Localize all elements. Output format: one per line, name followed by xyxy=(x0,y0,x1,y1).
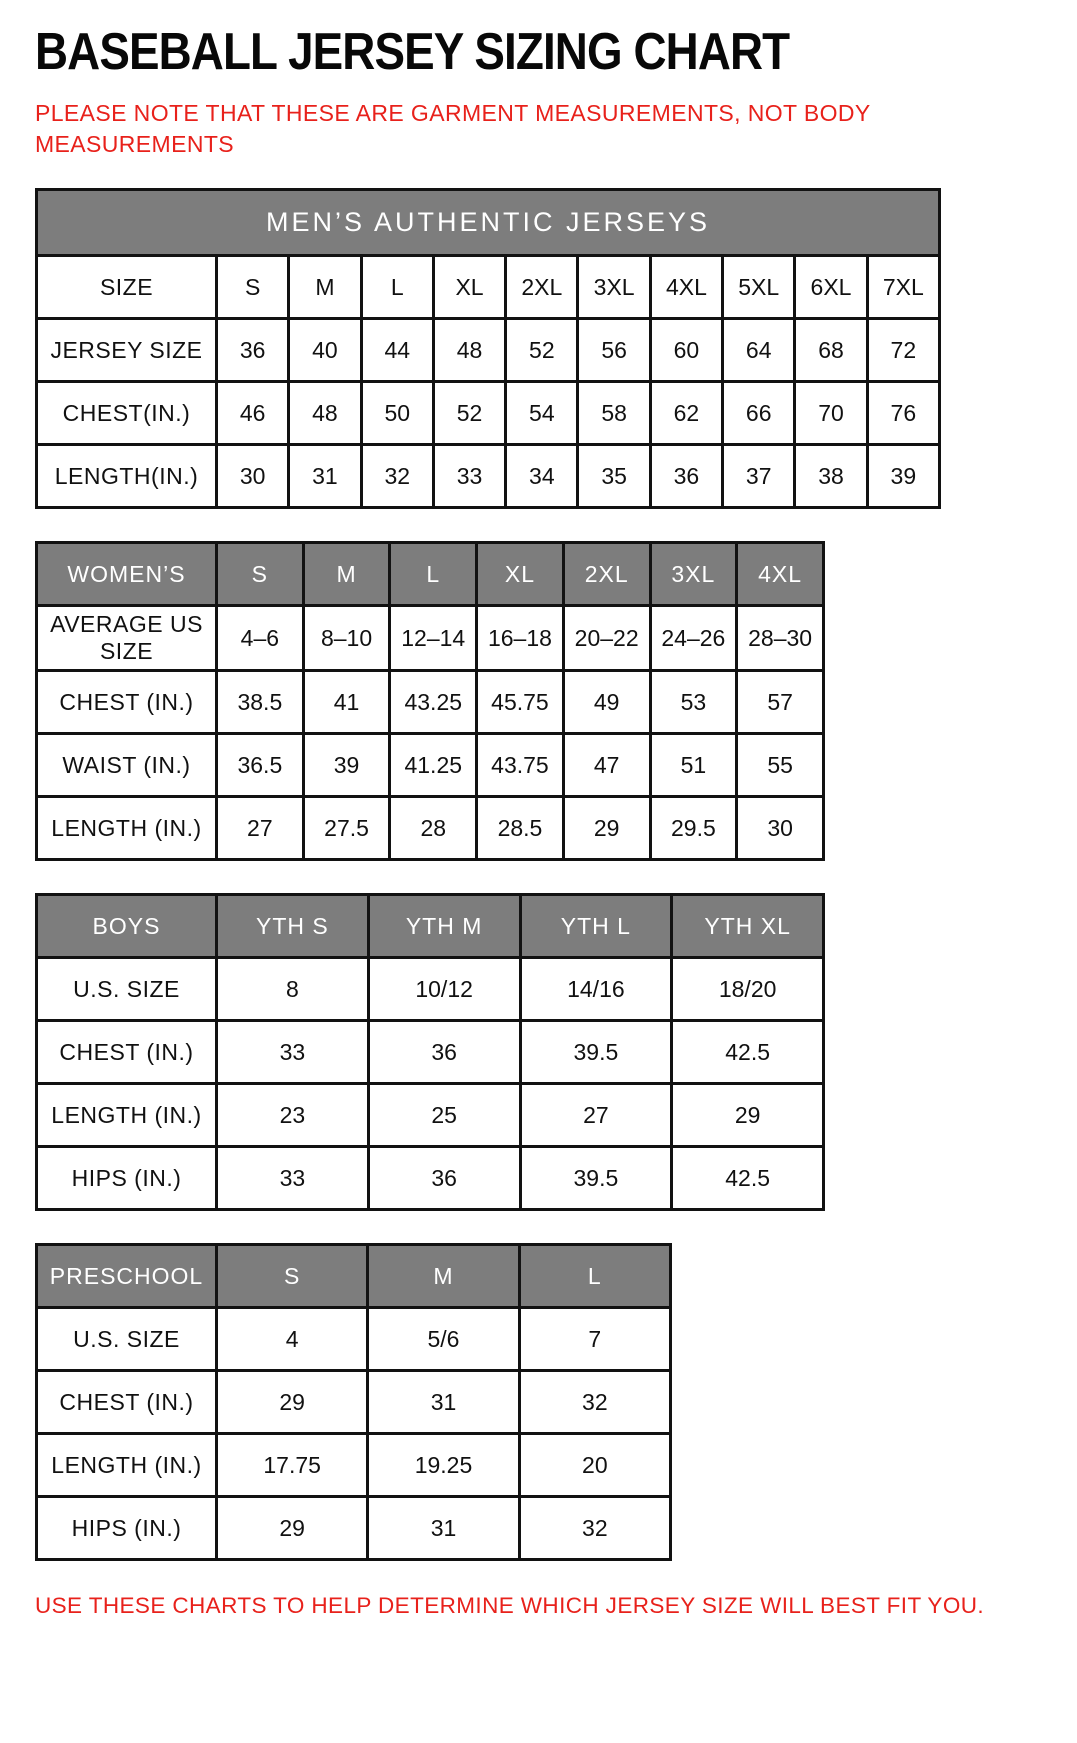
table-cell: 70 xyxy=(795,382,867,445)
size-column-header: 4XL xyxy=(737,543,824,606)
table-cell: 42.5 xyxy=(672,1147,824,1210)
table-cell: 20–22 xyxy=(563,606,650,671)
table-cell: 32 xyxy=(519,1497,670,1560)
table-cell: 76 xyxy=(867,382,939,445)
row-label: HIPS (IN.) xyxy=(37,1497,217,1560)
page-title: BASEBALL JERSEY SIZING CHART xyxy=(35,23,790,81)
table-cell: 36.5 xyxy=(217,734,304,797)
table-row xyxy=(37,606,824,671)
table-cell: 54 xyxy=(506,382,578,445)
row-label: CHEST (IN.) xyxy=(37,1021,217,1084)
row-label: LENGTH (IN.) xyxy=(37,1084,217,1147)
table-cell: 52 xyxy=(433,382,505,445)
size-column-header: L xyxy=(519,1245,670,1308)
table-cell: 5/6 xyxy=(368,1308,519,1371)
table-row xyxy=(37,1021,824,1084)
table-cell: 4–6 xyxy=(217,606,304,671)
table-cell: 38 xyxy=(795,445,867,508)
boys-header-label: BOYS xyxy=(37,895,217,958)
table-row xyxy=(37,1371,671,1434)
table-cell: 35 xyxy=(578,445,650,508)
table-cell: 20 xyxy=(519,1434,670,1497)
table-cell: 4 xyxy=(217,1308,368,1371)
table-cell: 62 xyxy=(650,382,722,445)
table-cell: 40 xyxy=(289,319,361,382)
table-cell: 49 xyxy=(563,671,650,734)
fit-note: USE THESE CHARTS TO HELP DETERMINE WHICH JERSEY SIZE WILL BEST FIT YOU. xyxy=(35,1593,985,1619)
table-cell: 33 xyxy=(217,1147,369,1210)
table-cell: 28–30 xyxy=(737,606,824,671)
table-cell: 68 xyxy=(795,319,867,382)
table-cell: 30 xyxy=(737,797,824,860)
size-column-header: XL xyxy=(477,543,564,606)
row-label: SIZE xyxy=(37,256,217,319)
row-label: U.S. SIZE xyxy=(37,1308,217,1371)
table-cell: 31 xyxy=(368,1497,519,1560)
table-cell: L xyxy=(361,256,433,319)
table-cell: 30 xyxy=(217,445,289,508)
size-column-header: S xyxy=(217,543,304,606)
table-cell: 36 xyxy=(368,1021,520,1084)
table-cell: 23 xyxy=(217,1084,369,1147)
table-cell: 36 xyxy=(217,319,289,382)
preschool-header-row xyxy=(37,1245,671,1308)
table-cell: 25 xyxy=(368,1084,520,1147)
table-cell: 57 xyxy=(737,671,824,734)
table-cell: 19.25 xyxy=(368,1434,519,1497)
womens-header-label: WOMEN’S xyxy=(37,543,217,606)
womens-sizing-table xyxy=(35,541,825,861)
row-label: WAIST (IN.) xyxy=(37,734,217,797)
table-cell: 16–18 xyxy=(477,606,564,671)
table-cell: 51 xyxy=(650,734,737,797)
mens-table-title: MEN’S AUTHENTIC JERSEYS xyxy=(37,190,940,256)
table-cell: 34 xyxy=(506,445,578,508)
table-cell: 33 xyxy=(217,1021,369,1084)
table-cell: 46 xyxy=(217,382,289,445)
table-cell: 8–10 xyxy=(303,606,390,671)
table-cell: 37 xyxy=(723,445,795,508)
table-cell: 44 xyxy=(361,319,433,382)
boys-sizing-table xyxy=(35,893,825,1211)
table-row xyxy=(37,256,940,319)
size-column-header: S xyxy=(217,1245,368,1308)
table-cell: 39 xyxy=(303,734,390,797)
table-row xyxy=(37,958,824,1021)
table-row xyxy=(37,671,824,734)
table-cell: 39.5 xyxy=(520,1147,672,1210)
table-cell: 7 xyxy=(519,1308,670,1371)
table-cell: 64 xyxy=(723,319,795,382)
row-label: U.S. SIZE xyxy=(37,958,217,1021)
table-cell: 10/12 xyxy=(368,958,520,1021)
table-cell: 5XL xyxy=(723,256,795,319)
table-cell: 8 xyxy=(217,958,369,1021)
mens-sizing-table xyxy=(35,188,941,509)
table-cell: 48 xyxy=(433,319,505,382)
table-row xyxy=(37,382,940,445)
row-label: HIPS (IN.) xyxy=(37,1147,217,1210)
table-row xyxy=(37,734,824,797)
size-column-header: YTH M xyxy=(368,895,520,958)
table-cell: 38.5 xyxy=(217,671,304,734)
size-column-header: 3XL xyxy=(650,543,737,606)
table-cell: 24–26 xyxy=(650,606,737,671)
table-cell: 58 xyxy=(578,382,650,445)
size-column-header: M xyxy=(368,1245,519,1308)
table-cell: 42.5 xyxy=(672,1021,824,1084)
womens-header-row xyxy=(37,543,824,606)
table-cell: 17.75 xyxy=(217,1434,368,1497)
table-cell: 14/16 xyxy=(520,958,672,1021)
table-cell: 39.5 xyxy=(520,1021,672,1084)
table-cell: 29 xyxy=(217,1497,368,1560)
table-cell: 4XL xyxy=(650,256,722,319)
table-row xyxy=(37,797,824,860)
table-cell: 31 xyxy=(289,445,361,508)
row-label: CHEST (IN.) xyxy=(37,1371,217,1434)
table-cell: 29 xyxy=(563,797,650,860)
table-cell: 50 xyxy=(361,382,433,445)
row-label: CHEST(IN.) xyxy=(37,382,217,445)
table-cell: 31 xyxy=(368,1371,519,1434)
table-cell: 12–14 xyxy=(390,606,477,671)
row-label: AVERAGE US SIZE xyxy=(37,606,217,671)
table-row xyxy=(37,1434,671,1497)
table-cell: 45.75 xyxy=(477,671,564,734)
table-cell: 53 xyxy=(650,671,737,734)
table-cell: 60 xyxy=(650,319,722,382)
preschool-header-label: PRESCHOOL xyxy=(37,1245,217,1308)
table-cell: 47 xyxy=(563,734,650,797)
row-label: JERSEY SIZE xyxy=(37,319,217,382)
preschool-sizing-table xyxy=(35,1243,672,1561)
table-cell: 28.5 xyxy=(477,797,564,860)
measurement-note: PLEASE NOTE THAT THESE ARE GARMENT MEASUREMENTS, NOT BODY MEASUREMENTS xyxy=(35,100,871,158)
table-cell: XL xyxy=(433,256,505,319)
table-row xyxy=(37,319,940,382)
table-cell: 29 xyxy=(217,1371,368,1434)
table-cell: 66 xyxy=(723,382,795,445)
table-cell: 33 xyxy=(433,445,505,508)
size-column-header: YTH XL xyxy=(672,895,824,958)
table-cell: 41.25 xyxy=(390,734,477,797)
table-cell: 43.75 xyxy=(477,734,564,797)
size-column-header: L xyxy=(390,543,477,606)
table-cell: 41 xyxy=(303,671,390,734)
table-cell: 29 xyxy=(672,1084,824,1147)
table-cell: 52 xyxy=(506,319,578,382)
table-cell: 36 xyxy=(650,445,722,508)
table-cell: S xyxy=(217,256,289,319)
table-row xyxy=(37,1147,824,1210)
boys-header-row xyxy=(37,895,824,958)
row-label: LENGTH (IN.) xyxy=(37,1434,217,1497)
table-cell: 7XL xyxy=(867,256,939,319)
size-column-header: 2XL xyxy=(563,543,650,606)
table-cell: 72 xyxy=(867,319,939,382)
table-cell: 39 xyxy=(867,445,939,508)
row-label: LENGTH(IN.) xyxy=(37,445,217,508)
table-cell: 32 xyxy=(519,1371,670,1434)
table-row xyxy=(37,1308,671,1371)
table-cell: 27 xyxy=(217,797,304,860)
table-cell: 27.5 xyxy=(303,797,390,860)
table-cell: 27 xyxy=(520,1084,672,1147)
table-cell: 6XL xyxy=(795,256,867,319)
table-row xyxy=(37,1497,671,1560)
row-label: CHEST (IN.) xyxy=(37,671,217,734)
table-cell: 32 xyxy=(361,445,433,508)
size-column-header: M xyxy=(303,543,390,606)
table-cell: 18/20 xyxy=(672,958,824,1021)
table-row xyxy=(37,1084,824,1147)
size-column-header: YTH S xyxy=(217,895,369,958)
table-cell: 55 xyxy=(737,734,824,797)
size-column-header: YTH L xyxy=(520,895,672,958)
table-cell: 36 xyxy=(368,1147,520,1210)
table-cell: 48 xyxy=(289,382,361,445)
table-cell: 28 xyxy=(390,797,477,860)
row-label: LENGTH (IN.) xyxy=(37,797,217,860)
table-cell: 3XL xyxy=(578,256,650,319)
table-cell: 29.5 xyxy=(650,797,737,860)
table-cell: 43.25 xyxy=(390,671,477,734)
table-cell: 56 xyxy=(578,319,650,382)
table-cell: 2XL xyxy=(506,256,578,319)
table-cell: M xyxy=(289,256,361,319)
table-row xyxy=(37,445,940,508)
